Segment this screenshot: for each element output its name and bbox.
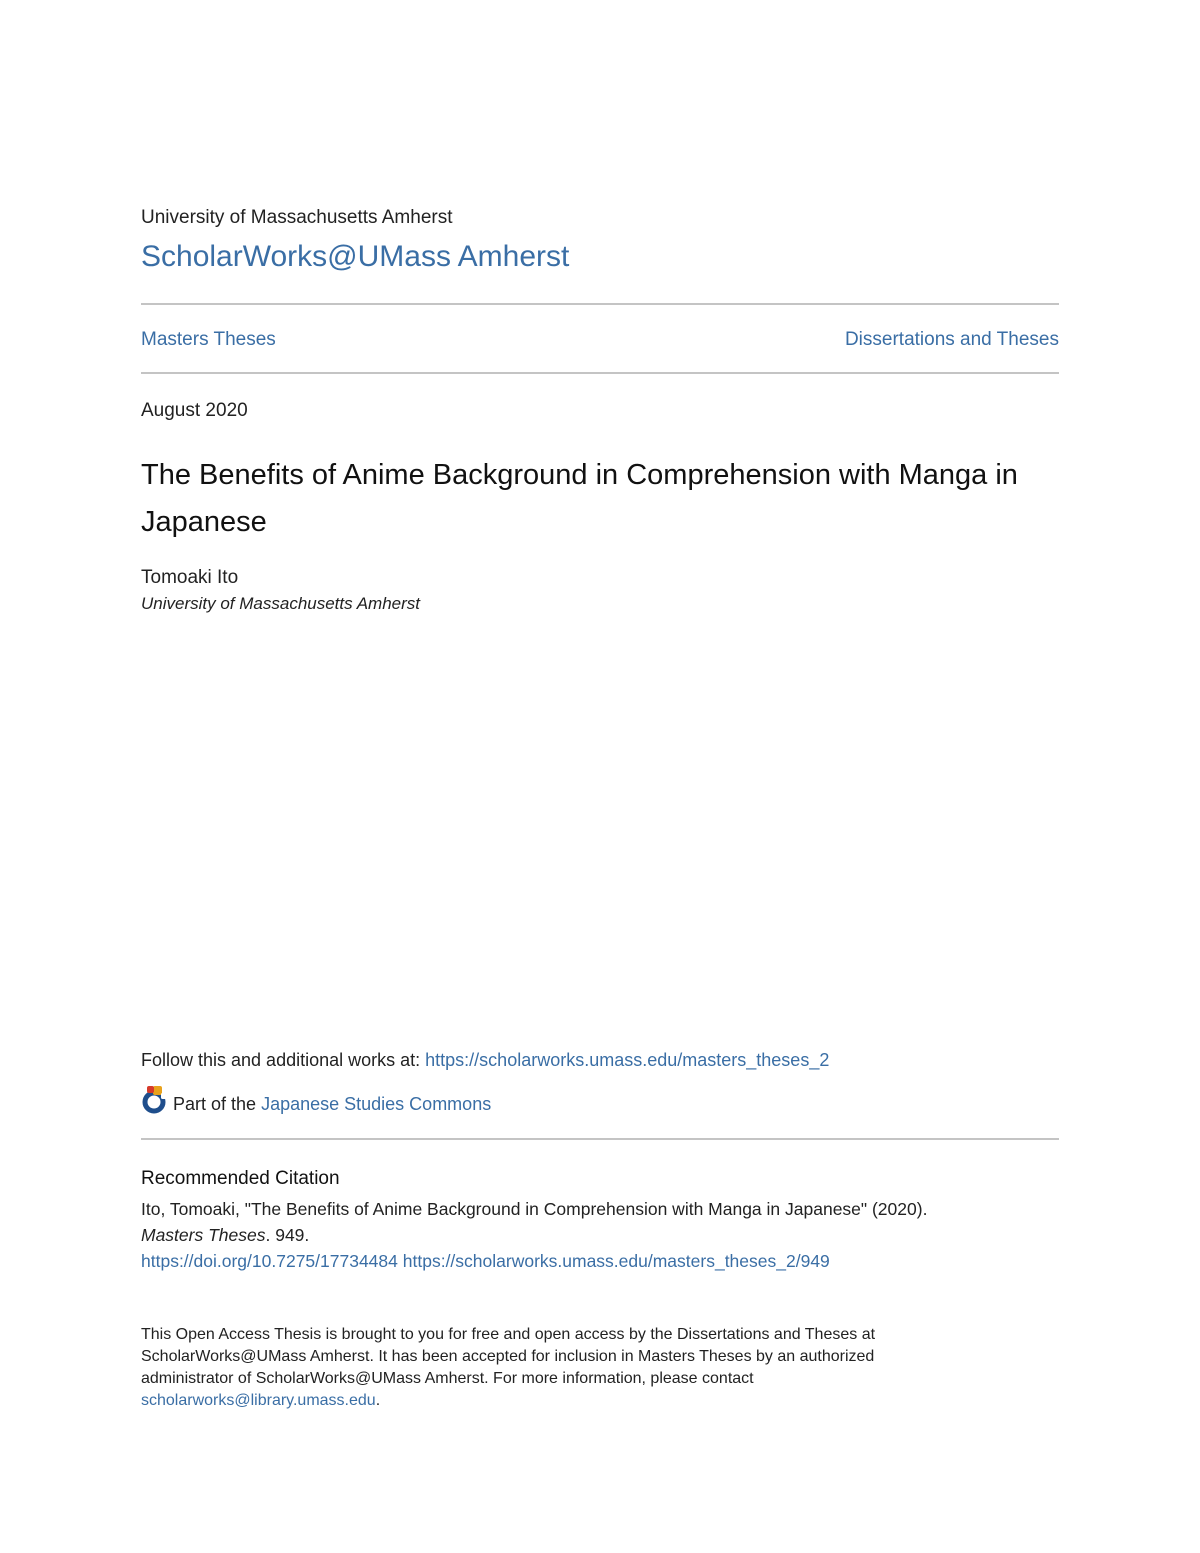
- citation-heading: Recommended Citation: [141, 1168, 340, 1189]
- part-of-line: [141, 1085, 491, 1115]
- citation-url-link[interactable]: https://scholarworks.umass.edu/masters_theses_2/949: [402, 1251, 830, 1271]
- publication-date: August 2020: [141, 400, 248, 421]
- citation-series: Masters Theses: [141, 1225, 266, 1245]
- follow-url-link[interactable]: https://scholarworks.umass.edu/masters_theses_2: [425, 1050, 830, 1070]
- author-name: Tomoaki Ito: [141, 567, 239, 588]
- divider-top: [141, 303, 1059, 305]
- part-of-prefix: Part of the: [173, 1094, 257, 1114]
- japanese-studies-commons-link[interactable]: Japanese Studies Commons: [261, 1094, 492, 1114]
- author-affiliation: University of Massachusetts Amherst: [141, 594, 421, 613]
- contact-email-link[interactable]: scholarworks@library.umass.edu: [141, 1392, 376, 1409]
- citation-body: [141, 1196, 1059, 1274]
- dissertations-theses-link[interactable]: Dissertations and Theses: [844, 329, 1059, 350]
- divider-bottom: [141, 1138, 1059, 1140]
- follow-label: Follow this and additional works at:: [141, 1050, 426, 1070]
- repository-link[interactable]: ScholarWorks@UMass Amherst: [141, 240, 570, 273]
- notice-text: This Open Access Thesis is brought to you for free and open access by the Dissertations and Theses at ScholarWorks@UMass Amherst. It has been accepted for inclusion in Masters Theses by an authorized administrator of ScholarWorks@UMass Amherst. For more information, please contact: [141, 1326, 876, 1387]
- notice-end: .: [375, 1392, 381, 1409]
- open-access-notice: [141, 1324, 961, 1412]
- cover-page: [141, 0, 1059, 1553]
- citation-doi-link[interactable]: https://doi.org/10.7275/17734484: [141, 1251, 398, 1271]
- university-name: University of Massachusetts Amherst: [141, 207, 453, 228]
- citation-number: . 949.: [265, 1225, 310, 1245]
- divider-middle: [141, 372, 1059, 374]
- citation-text: Ito, Tomoaki, "The Benefits of Anime Background in Comprehension with Manga in Japanese" (2020).: [141, 1199, 928, 1219]
- collections-row: [141, 329, 1059, 351]
- thesis-title: The Benefits of Anime Background in Comprehension with Manga in Japanese: [141, 459, 1018, 538]
- masters-theses-link[interactable]: Masters Theses: [141, 329, 276, 350]
- follow-line: [141, 1050, 829, 1071]
- network-commons-icon: [141, 1085, 169, 1115]
